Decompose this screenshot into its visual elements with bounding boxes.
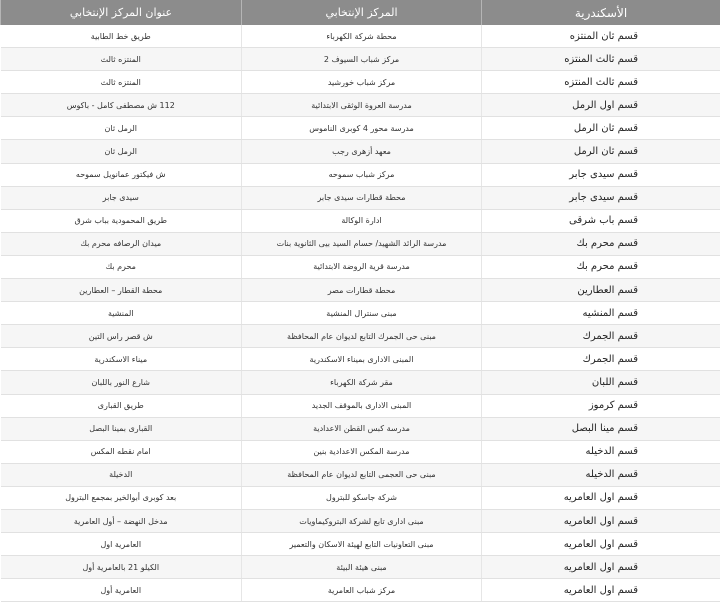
table-row [1, 163, 720, 186]
center-cell: مركز شباب السيوف 2 [242, 48, 482, 71]
table-row [1, 394, 720, 417]
address-cell: القبارى بمينا البصل [1, 417, 242, 440]
header-address: عنوان المركز الإنتخابي [1, 0, 242, 25]
table-header-row [1, 0, 720, 25]
district-cell: قسم اول العامريه [482, 556, 720, 579]
district-cell: قسم اول العامريه [482, 509, 720, 532]
district-cell: قسم باب شرقى [482, 209, 720, 232]
district-cell: قسم الدخيله [482, 440, 720, 463]
table-row [1, 209, 720, 232]
district-cell: قسم اول الرمل [482, 94, 720, 117]
address-cell: امام نقطه المكس [1, 440, 242, 463]
center-cell: معهد أزهرى رجب [242, 140, 482, 163]
district-cell: قسم محرم بك [482, 255, 720, 278]
table-row [1, 117, 720, 140]
address-cell: مدخل النهضة – أول العامرية [1, 509, 242, 532]
center-cell: مبنى حى الجمرك التابع لديوان عام المحافظة [242, 325, 482, 348]
address-cell: المنتزه ثالث [1, 71, 242, 94]
district-cell: قسم اول العامريه [482, 533, 720, 556]
center-cell: مركز شباب خورشيد [242, 71, 482, 94]
district-cell: قسم المنشيه [482, 302, 720, 325]
center-cell: مبنى ادارى تابع لشركة البتروكيماويات [242, 509, 482, 532]
table-row [1, 140, 720, 163]
address-cell: طريق المحمودية بباب شرق [1, 209, 242, 232]
address-cell: العامرية اول [1, 533, 242, 556]
district-cell: قسم ثالث المنتزه [482, 48, 720, 71]
center-cell: شركة جاسكو للبترول [242, 486, 482, 509]
header-district: الأسكندرية [482, 0, 720, 25]
table-row [1, 533, 720, 556]
district-cell: قسم ثان الرمل [482, 140, 720, 163]
center-cell: المبنى الادارى بميناء الاسكندرية [242, 348, 482, 371]
district-cell: قسم سيدى جابر [482, 163, 720, 186]
address-cell: ميناء الاسكندرية [1, 348, 242, 371]
table-row [1, 440, 720, 463]
center-cell: مدرسة العروة الوثقى الابتدائية [242, 94, 482, 117]
center-cell: مبنى حى العجمى التابع لديوان عام المحافظة [242, 463, 482, 486]
center-cell: المبنى الادارى بالموقف الجديد [242, 394, 482, 417]
district-cell: قسم اللبان [482, 371, 720, 394]
table-row [1, 371, 720, 394]
center-cell: محطة قطارات مصر [242, 279, 482, 302]
center-cell: مدرسة محور 4 كوبرى الناموس [242, 117, 482, 140]
district-cell: قسم الجمرك [482, 325, 720, 348]
district-cell: قسم اول العامريه [482, 579, 720, 602]
district-cell: قسم اول العامريه [482, 486, 720, 509]
district-cell: قسم سيدى جابر [482, 186, 720, 209]
table-row [1, 71, 720, 94]
district-cell: قسم ثان المنتزه [482, 25, 720, 48]
address-cell: المنتزه ثالث [1, 48, 242, 71]
address-cell: سيدى جابر [1, 186, 242, 209]
address-cell: طريق خط الطابية [1, 25, 242, 48]
address-cell: ش قصر راس التين [1, 325, 242, 348]
table-row [1, 48, 720, 71]
center-cell: مدرسة الرائد الشهيد/ حسام السيد بيى الثانوية بنات [242, 232, 482, 255]
address-cell: بعد كوبرى أبوالخير بمجمع البترول [1, 486, 242, 509]
center-cell: مدرسة المكس الاعدادية بنين [242, 440, 482, 463]
header-center: المركز الإنتخابي [242, 0, 482, 25]
district-cell: قسم ثالث المنتزه [482, 71, 720, 94]
address-cell: محطة القطار – العطارين [1, 279, 242, 302]
address-cell: ش فيكتور عمانويل سموحه [1, 163, 242, 186]
center-cell: مدرسة قرية الروضة الابتدائية [242, 255, 482, 278]
center-cell: مدرسة كبس القطن الاعدادية [242, 417, 482, 440]
table-row [1, 579, 720, 602]
district-cell: قسم كرموز [482, 394, 720, 417]
table-row [1, 279, 720, 302]
center-cell: مركز شباب العامرية [242, 579, 482, 602]
center-cell: مركز شباب سموحه [242, 163, 482, 186]
table-row [1, 463, 720, 486]
center-cell: محطة شركة الكهرباء [242, 25, 482, 48]
address-cell: العامرية أول [1, 579, 242, 602]
table-row [1, 25, 720, 48]
table-row [1, 255, 720, 278]
center-cell: مبنى هيئة البيئة [242, 556, 482, 579]
table-row [1, 94, 720, 117]
address-cell: شارع النور باللبان [1, 371, 242, 394]
district-cell: قسم مينا البصل [482, 417, 720, 440]
address-cell: طريق القبارى [1, 394, 242, 417]
table-row [1, 232, 720, 255]
address-cell: الرمل ثان [1, 140, 242, 163]
district-cell: قسم محرم بك [482, 232, 720, 255]
district-cell: قسم الدخيله [482, 463, 720, 486]
table-row [1, 417, 720, 440]
address-cell: محرم بك [1, 255, 242, 278]
address-cell: 112 ش مصطفى كامل - باكوس [1, 94, 242, 117]
address-cell: الدخيلة [1, 463, 242, 486]
district-cell: قسم ثان الرمل [482, 117, 720, 140]
table-body [1, 25, 720, 602]
table-row [1, 486, 720, 509]
address-cell: ميدان الرصافه محرم بك [1, 232, 242, 255]
center-cell: محطة قطارات سيدى جابر [242, 186, 482, 209]
district-cell: قسم العطارين [482, 279, 720, 302]
table-row [1, 325, 720, 348]
table-row [1, 509, 720, 532]
table-row [1, 302, 720, 325]
address-cell: المنشية [1, 302, 242, 325]
center-cell: مبنى التعاونيات التابع لهيئة الاسكان والتعمير [242, 533, 482, 556]
address-cell: الرمل ثان [1, 117, 242, 140]
address-cell: الكيلو 21 بالعامرية أول [1, 556, 242, 579]
district-cell: قسم الجمرك [482, 348, 720, 371]
center-cell: ادارة الوكالة [242, 209, 482, 232]
table-row [1, 186, 720, 209]
center-cell: مقر شركة الكهرباء [242, 371, 482, 394]
center-cell: مبنى سنترال المنشية [242, 302, 482, 325]
table-row [1, 556, 720, 579]
table-row [1, 348, 720, 371]
